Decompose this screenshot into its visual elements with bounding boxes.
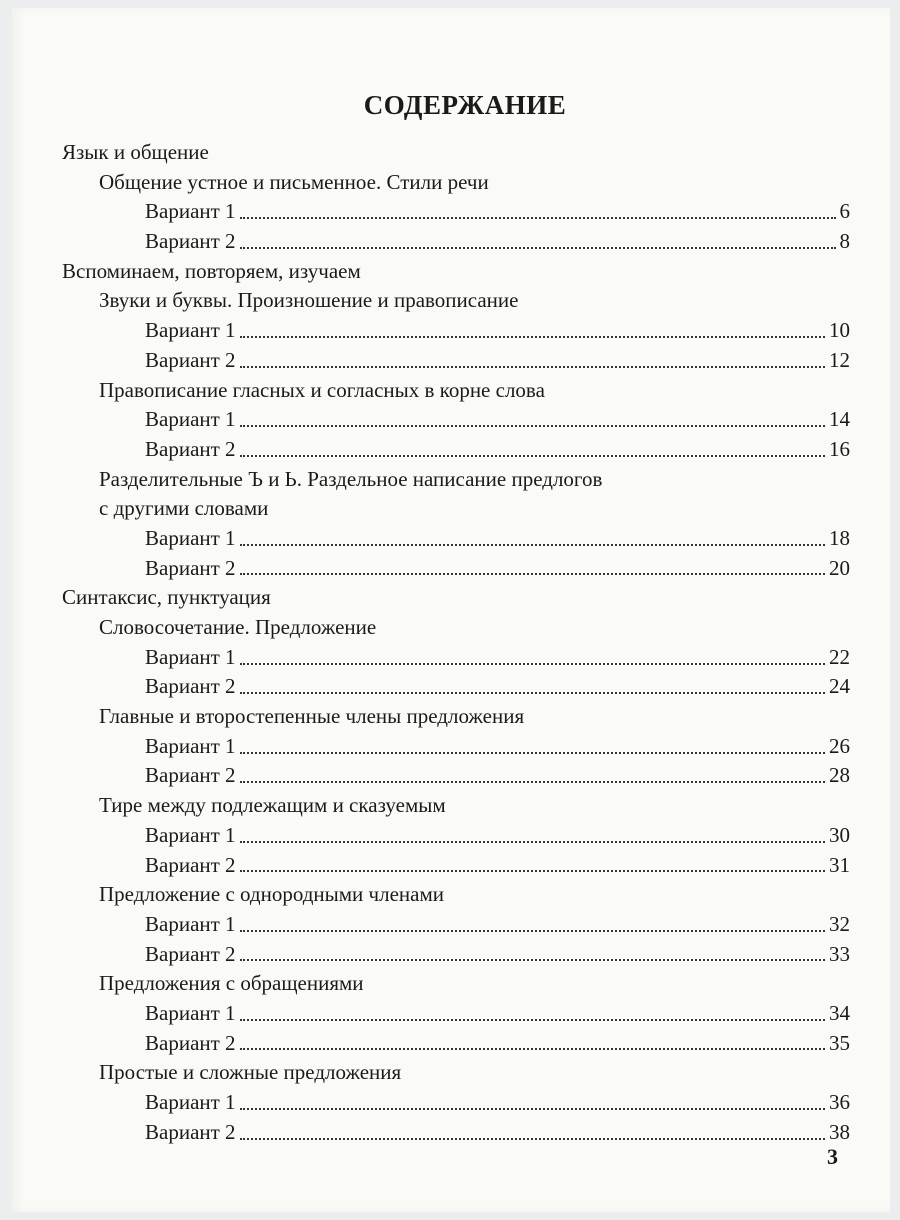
toc-entry-label: Вариант 1 bbox=[145, 407, 236, 432]
toc-topic bbox=[62, 1058, 850, 1088]
dot-leader bbox=[240, 692, 825, 694]
toc-topic bbox=[62, 702, 850, 732]
toc-entry-label: Вспоминаем, повторяем, изучаем bbox=[62, 258, 361, 283]
toc-entry-label: Вариант 2 bbox=[145, 1030, 236, 1055]
toc-entry bbox=[62, 346, 850, 376]
toc-entry-label: Вариант 2 bbox=[145, 852, 236, 877]
toc-entry bbox=[62, 1029, 850, 1059]
toc-section bbox=[62, 257, 850, 287]
dot-leader bbox=[240, 781, 825, 783]
toc-entry bbox=[62, 732, 850, 762]
toc-page-number: 18 bbox=[829, 525, 850, 550]
toc-topic bbox=[62, 613, 850, 643]
toc-entry bbox=[62, 672, 850, 702]
toc-entry-label: Звуки и буквы. Произношение и правописание bbox=[99, 288, 519, 313]
toc-page-number: 35 bbox=[829, 1030, 850, 1055]
toc-entry-label: Предложения с обращениями bbox=[99, 971, 364, 996]
dot-leader bbox=[240, 217, 836, 219]
dot-leader bbox=[240, 544, 825, 546]
toc-entry bbox=[62, 821, 850, 851]
table-of-contents bbox=[62, 138, 850, 1147]
toc-entry bbox=[62, 435, 850, 465]
toc-page-number: 36 bbox=[829, 1090, 850, 1114]
toc-page-number: 14 bbox=[829, 407, 850, 432]
toc-entry-label: Вариант 1 bbox=[145, 644, 236, 669]
toc-entry bbox=[62, 316, 850, 346]
toc-section bbox=[62, 583, 850, 613]
page-number: 3 bbox=[827, 1144, 838, 1169]
toc-entry-label: с другими словами bbox=[99, 496, 269, 521]
toc-entry bbox=[62, 227, 850, 257]
toc-entry-label: Язык и общение bbox=[62, 140, 209, 164]
toc-topic bbox=[62, 286, 850, 316]
toc-entry-label: Тире между подлежащим и сказуемым bbox=[99, 793, 446, 818]
toc-entry-label: Вариант 1 bbox=[145, 822, 236, 847]
toc-entry-label: Вариант 1 bbox=[145, 525, 236, 550]
toc-entry-label: Вариант 1 bbox=[145, 1000, 236, 1025]
toc-page-number: 32 bbox=[829, 911, 850, 936]
toc-entry bbox=[62, 761, 850, 791]
dot-leader bbox=[240, 1108, 825, 1110]
toc-page-number: 28 bbox=[829, 763, 850, 788]
toc-entry-label: Вариант 2 bbox=[145, 674, 236, 699]
toc-topic bbox=[62, 880, 850, 910]
toc-page-number: 30 bbox=[829, 822, 850, 847]
dot-leader bbox=[240, 336, 825, 338]
dot-leader bbox=[240, 752, 825, 754]
toc-page-number: 31 bbox=[829, 852, 850, 877]
toc-entry-label: Вариант 2 bbox=[145, 229, 236, 254]
dot-leader bbox=[240, 663, 825, 665]
toc-page-number: 22 bbox=[829, 644, 850, 669]
toc-topic bbox=[62, 791, 850, 821]
toc-entry-label: Правописание гласных и согласных в корне слова bbox=[99, 377, 545, 402]
toc-entry bbox=[62, 405, 850, 435]
dot-leader bbox=[240, 425, 825, 427]
toc-entry-label: Вариант 2 bbox=[145, 436, 236, 461]
dot-leader bbox=[240, 841, 825, 843]
toc-entry-label: Вариант 1 bbox=[145, 733, 236, 758]
toc-page-number: 34 bbox=[829, 1000, 850, 1025]
toc-entry-label: Главные и второстепенные члены предложения bbox=[99, 704, 525, 729]
toc-entry-label: Разделительные Ъ и Ь. Раздельное написание предлогов bbox=[99, 466, 603, 491]
toc-topic bbox=[62, 494, 850, 524]
toc-topic bbox=[62, 168, 850, 198]
toc-entry bbox=[62, 1088, 850, 1118]
toc-entry-label: Вариант 1 bbox=[145, 1090, 236, 1114]
dot-leader bbox=[240, 930, 825, 932]
toc-page-number: 8 bbox=[839, 229, 850, 254]
dot-leader bbox=[240, 1048, 825, 1050]
toc-entry bbox=[62, 197, 850, 227]
toc-entry-label: Словосочетание. Предложение bbox=[99, 615, 377, 639]
dot-leader bbox=[240, 247, 836, 249]
toc-entry bbox=[62, 851, 850, 881]
toc-entry bbox=[62, 999, 850, 1029]
toc-entry bbox=[62, 910, 850, 940]
dot-leader bbox=[240, 1019, 825, 1021]
toc-entry-label: Вариант 2 bbox=[145, 555, 236, 580]
toc-entry-label: Простые и сложные предложения bbox=[99, 1060, 402, 1085]
book-page bbox=[12, 8, 890, 1212]
dot-leader bbox=[240, 455, 825, 457]
toc-entry bbox=[62, 524, 850, 554]
dot-leader bbox=[240, 959, 825, 961]
toc-page-number: 20 bbox=[829, 555, 850, 580]
toc-entry bbox=[62, 940, 850, 970]
toc-page-number: 16 bbox=[829, 436, 850, 461]
toc-section bbox=[62, 138, 850, 168]
toc-page-number: 12 bbox=[829, 347, 850, 372]
dot-leader bbox=[240, 573, 825, 575]
toc-entry-label: Вариант 1 bbox=[145, 318, 236, 343]
toc-entry-label: Предложение с однородными членами bbox=[99, 882, 444, 907]
toc-entry-label: Общение устное и письменное. Стили речи bbox=[99, 169, 489, 194]
toc-entry-label: Синтаксис, пунктуация bbox=[62, 585, 271, 610]
toc-page-number: 24 bbox=[829, 674, 850, 699]
toc-page-number: 38 bbox=[829, 1119, 850, 1144]
toc-entry bbox=[62, 643, 850, 673]
dot-leader bbox=[240, 366, 825, 368]
toc-entry bbox=[62, 1118, 850, 1148]
toc-entry-label: Вариант 2 bbox=[145, 941, 236, 966]
dot-leader bbox=[240, 1138, 825, 1140]
toc-entry-label: Вариант 2 bbox=[145, 763, 236, 788]
toc-entry bbox=[62, 554, 850, 584]
toc-entry-label: Вариант 2 bbox=[145, 1119, 236, 1144]
toc-page-number: 10 bbox=[829, 318, 850, 343]
toc-page-number: 33 bbox=[829, 941, 850, 966]
toc-page-number: 26 bbox=[829, 733, 850, 758]
toc-entry-label: Вариант 2 bbox=[145, 347, 236, 372]
toc-entry-label: Вариант 1 bbox=[145, 199, 236, 224]
toc-entry-label: Вариант 1 bbox=[145, 911, 236, 936]
toc-topic bbox=[62, 969, 850, 999]
toc-topic bbox=[62, 465, 850, 495]
page-title: СОДЕРЖАНИЕ bbox=[363, 90, 567, 120]
dot-leader bbox=[240, 870, 825, 872]
toc-page-number: 6 bbox=[839, 199, 850, 224]
toc-topic bbox=[62, 376, 850, 406]
